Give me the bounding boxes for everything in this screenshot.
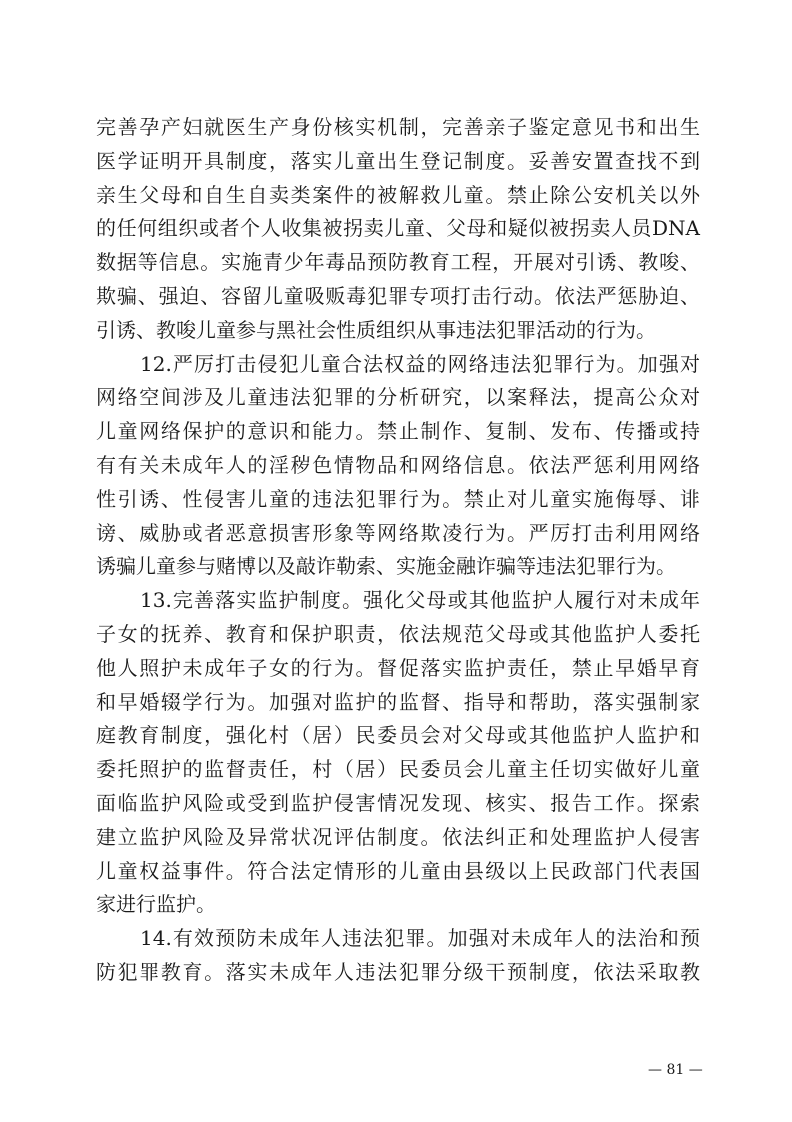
text-line: 引诱、教唆儿童参与黑社会性质组织从事违法犯罪活动的行为。: [96, 317, 656, 342]
text-line: 家进行监护。: [96, 892, 216, 917]
text-line: 儿童网络保护的意识和能力。禁止制作、复制、发布、传播或持: [96, 419, 700, 444]
text-line: 亲生父母和自生自卖类案件的被解救儿童。禁止除公安机关以外: [96, 182, 700, 207]
body-text: [96, 111, 700, 990]
text-line: 委托照护的监督责任，村（居）民委员会儿童主任切实做好儿童: [96, 757, 700, 782]
text-line: 防犯罪教育。落实未成年人违法犯罪分级干预制度，依法采取教: [96, 959, 700, 984]
text-line: 完善孕产妇就医生产身份核实机制，完善亲子鉴定意见书和出生: [96, 115, 700, 139]
text-line: 面临监护风险或受到监护侵害情况发现、核实、报告工作。探索: [96, 790, 700, 815]
text-line: 子女的抚养、教育和保护职责，依法规范父母或其他监护人委托: [96, 621, 700, 646]
text-line: 数据等信息。实施青少年毒品预防教育工程，开展对引诱、教唆、: [96, 250, 700, 275]
text-line: 建立监护风险及异常状况评估制度。依法纠正和处理监护人侵害: [96, 824, 700, 849]
text-line: 谤、威胁或者恶意损害形象等网络欺凌行为。严厉打击利用网络: [96, 520, 700, 545]
text-line: 欺骗、强迫、容留儿童吸贩毒犯罪专项打击行动。依法严惩胁迫、: [96, 283, 700, 308]
text-line: 儿童权益事件。符合法定情形的儿童由县级以上民政部门代表国: [96, 858, 700, 883]
paragraph-first-line: 12.严厉打击侵犯儿童合法权益的网络违法犯罪行为。加强对: [140, 351, 700, 376]
page-number: — 81 —: [648, 1062, 703, 1078]
text-line: 他人照护未成年子女的行为。督促落实监护责任，禁止早婚早育: [96, 655, 700, 680]
text-line: 有有关未成年人的淫秽色情物品和网络信息。依法严惩利用网络: [96, 452, 700, 477]
text-line: 庭教育制度，强化村（居）民委员会对父母或其他监护人监护和: [96, 723, 700, 748]
text-line: 的任何组织或者个人收集被拐卖儿童、父母和疑似被拐卖人员DNA: [96, 216, 700, 241]
paragraph-first-line: 14.有效预防未成年人违法犯罪。加强对未成年人的法治和预: [140, 926, 700, 951]
text-line: 性引诱、性侵害儿童的违法犯罪行为。禁止对儿童实施侮辱、诽: [96, 486, 700, 511]
text-line: 诱骗儿童参与赌博以及敲诈勒索、实施金融诈骗等违法犯罪行为。: [96, 554, 676, 579]
text-line: 网络空间涉及儿童违法犯罪的分析研究，以案释法，提高公众对: [96, 385, 700, 410]
paragraph-first-line: 13.完善落实监护制度。强化父母或其他监护人履行对未成年: [140, 588, 700, 613]
text-line: 医学证明开具制度，落实儿童出生登记制度。妥善安置查找不到: [96, 148, 700, 173]
text-line: 和早婚辍学行为。加强对监护的监督、指导和帮助，落实强制家: [96, 689, 700, 714]
